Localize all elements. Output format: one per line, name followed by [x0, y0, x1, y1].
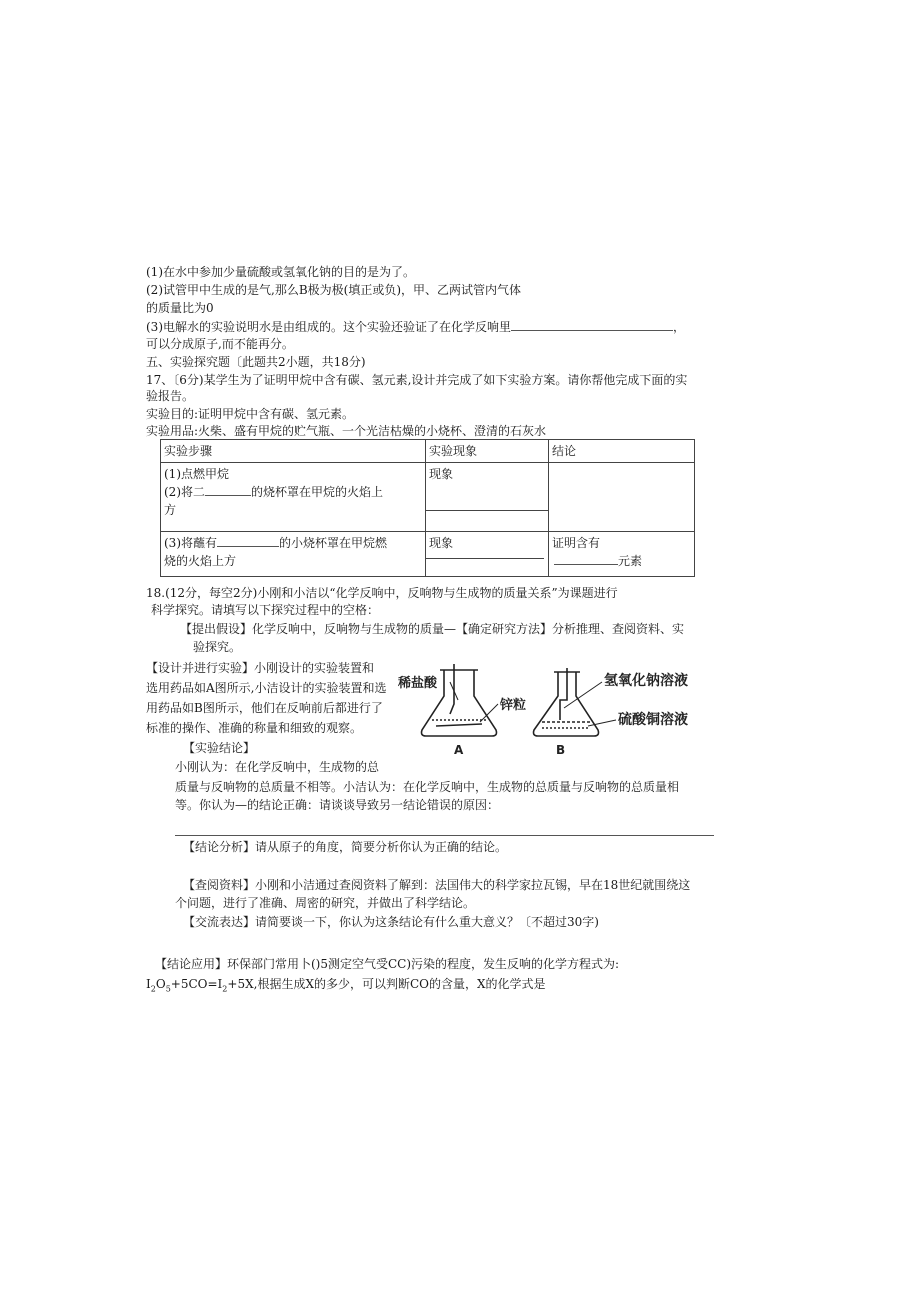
eq-sub-5: 5	[165, 984, 171, 994]
conclusion-cell-1	[549, 463, 695, 532]
figure-label-b: B	[556, 743, 566, 757]
answer-line[interactable]	[175, 835, 714, 836]
zinc-granules-label: 锌粒	[500, 698, 527, 713]
answer-blank[interactable]	[205, 483, 251, 496]
q16-part3-text: (3)电解水的实验说明水是由组成的。这个实验还验证了在化学反响里	[146, 320, 512, 334]
analysis-prompt: 【结论分析】请从原子的角度，简要分析你认为正确的结论。	[183, 840, 508, 854]
step-3-text-b: 的小烧杯罩在甲烷燃	[279, 536, 388, 550]
table-header-row	[161, 440, 695, 463]
answer-blank[interactable]	[511, 318, 673, 331]
q18-stem: 18.(12分，每空2分)小刚和小洁以“化学反响中，反响物与生成物的质量关系”为课题进行	[146, 586, 618, 600]
phenomenon-cell-1b	[426, 510, 549, 531]
answer-blank[interactable]	[217, 534, 279, 547]
q17-stem: 17、〔6分)某学生为了证明甲烷中含有碳、氢元素,设计并完成了如下实验方案。请你帮他完成下面的实	[146, 373, 688, 387]
q16-part3-comma: ，	[673, 320, 686, 334]
section-five-heading: 五、实验探究题〔此题共2小题，共18分)	[146, 355, 366, 369]
flask-a-illustration	[422, 664, 497, 736]
step-3	[164, 534, 422, 552]
design-line-3: 用药品如B图所示，他们在反响前后都进行了	[146, 701, 383, 715]
xiaogang-view: 小刚认为：在化学反响中，生成物的总	[175, 760, 380, 774]
application-line: 【结论应用】环保部门常用卜()5测定空气受CC)污染的程度，发生反响的化学方程式为:	[155, 957, 620, 971]
experiment-materials: 实验用品:火柴、盛有甲烷的贮气瓶、一个光洁枯燥的小烧杯、澄清的石灰水	[146, 424, 547, 438]
eq-o: O	[155, 977, 166, 991]
conclusion-heading: 【实验结论】	[183, 741, 256, 755]
step-2	[164, 483, 422, 501]
step-2-text-b: 的烧杯罩在甲烷的火焰上	[251, 485, 384, 499]
equation-line	[146, 976, 546, 997]
step-3-cont: 烧的火焰上方	[164, 554, 237, 568]
phenomenon-cell-1: 现象	[426, 463, 549, 511]
eq-mid: +5CO=I	[170, 977, 223, 991]
reference-info-cont: 个问题，进行了准确、周密的研究，并做出了科学结论。	[175, 896, 476, 910]
eq-tail: +5X,根据生成X的多少，可以判断CO的含量，X的化学式是	[227, 977, 546, 991]
q16-part3-cont: 可以分成原子,而不能再分。	[146, 337, 294, 351]
hypothesis-line: 【提出假设】化学反响中，反响物与生成物的质量—【确定研究方法】分析推理、查阅资料、实	[180, 622, 685, 636]
design-line-1: 【设计并进行实验】小刚设计的实验装置和	[146, 661, 375, 675]
experiment-report-table	[160, 439, 695, 577]
header-phenomenon: 实验现象	[426, 440, 549, 463]
table-row	[161, 532, 695, 577]
step-cell-2	[161, 532, 426, 577]
step-1: (1)点燃甲烷	[164, 467, 229, 481]
eq-sub-2b: 2	[222, 984, 228, 994]
exchange-prompt: 【交流表达】请简要谈一下，你认为这条结论有什么重大意义？〔不超过30字)	[183, 915, 599, 929]
which-correct: 等。你认为—的结论正确：请谈谈导致另一结论错误的原因：	[175, 798, 500, 812]
answer-blank[interactable]	[554, 552, 618, 565]
phenomenon-label-2: 现象	[429, 536, 454, 550]
reference-info: 【查阅资料】小刚和小洁通过查阅资料了解到：法国伟大的科学家拉瓦锡，早在18世纪就围绕这	[183, 878, 691, 892]
design-line-4: 标准的操作、准确的称量和细致的观察。	[146, 721, 363, 735]
element-label: 元素	[618, 554, 643, 568]
step-2-text-a: (2)将二	[164, 485, 205, 499]
experiment-purpose: 实验目的:证明甲烷中含有碳、氢元素。	[146, 407, 355, 421]
conclusion-label: 证明含有	[552, 536, 601, 550]
experiment-apparatus-figure	[392, 660, 702, 760]
header-steps: 实验步骤	[161, 440, 426, 463]
xiaojie-view: 质量与反响物的总质量不相等。小洁认为：在化学反响中，生成物的总质量与反响物的总质量相	[175, 780, 680, 794]
q16-part2: (2)试管甲中生成的是气,那么B极为极(填正或负)，甲、乙两试管内气体	[146, 283, 521, 297]
hypothesis-line-cont: 验探究。	[193, 640, 242, 654]
step-2-cont: 方	[164, 503, 177, 517]
copper-sulfate-label: 硫酸铜溶液	[618, 712, 688, 728]
phenomenon-cell-2	[426, 532, 549, 577]
q16-part2-cont: 的质量比为0	[146, 301, 214, 315]
eq-sub-2: 2	[150, 984, 156, 994]
q18-stem-cont: 科学探究。请填写以下探究过程中的空格：	[151, 603, 380, 617]
divider	[426, 558, 544, 559]
q16-part1: (1)在水中参加少量硫酸或氢氧化钠的目的是为了。	[146, 265, 415, 279]
header-conclusion: 结论	[549, 440, 695, 463]
design-line-2: 选用药品如A图所示,小洁设计的实验装置和选	[146, 681, 387, 695]
conclusion-fill	[552, 552, 691, 570]
eq-i: I	[146, 977, 151, 991]
q17-stem-cont: 验报告。	[146, 389, 195, 403]
figure-label-a: A	[454, 743, 464, 757]
q16-part3	[146, 318, 685, 335]
step-cell-1	[161, 463, 426, 532]
naoh-pointer	[564, 682, 602, 708]
step-3-text-a: (3)将蘸有	[164, 536, 217, 550]
table-row	[161, 463, 695, 511]
sodium-hydroxide-label: 氢氧化钠溶液	[604, 673, 688, 689]
hydrochloric-acid-label: 稀盐酸	[398, 676, 438, 691]
conclusion-cell-2	[549, 532, 695, 577]
